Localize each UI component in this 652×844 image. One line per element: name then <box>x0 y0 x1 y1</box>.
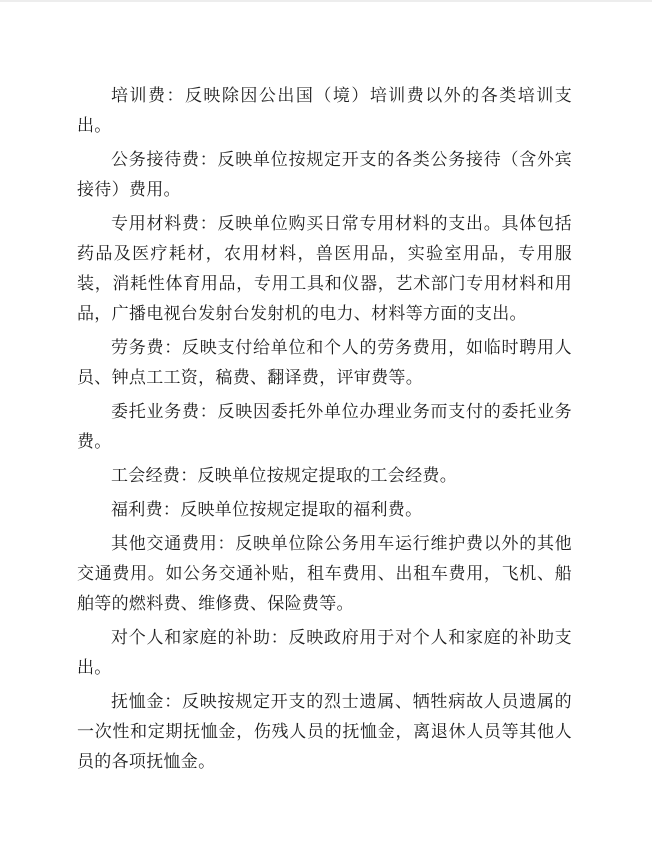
paragraph-entrusted-business-fee: 委托业务费：反映因委托外单位办理业务而支付的委托业务费。 <box>77 402 572 451</box>
paragraph-other-transport-fee: 其他交通费用：反映单位除公务用车运行维护费以外的其他交通费用。如公务交通补贴，租车费用、出租车费用，飞机、船舶等的燃料费、维修费、保险费等。 <box>77 534 572 613</box>
paragraph-union-funds: 工会经费：反映单位按规定提取的工会经费。 <box>111 466 457 485</box>
paragraph-special-materials-fee: 专用材料费：反映单位购买日常专用材料的支出。具体包括药品及医疗耗材，农用材料，兽医用品，实验室用品，专用服装，消耗性体育用品，专用工具和仪器，艺术部门专用材料和用品，广播电视台发射台发射机的电力、材料等方面的支出。 <box>77 214 572 323</box>
paragraph-labor-service-fee: 劳务费：反映支付给单位和个人的劳务费用，如临时聘用人员、钟点工工资，稿费、翻译费，评审费等。 <box>77 338 572 387</box>
paragraph-individual-family-subsidy: 对个人和家庭的补助：反映政府用于对个人和家庭的补助支出。 <box>77 628 572 677</box>
paragraph-pension-payment: 抚恤金：反映按规定开支的烈士遗属、牺牲病故人员遗属的一次性和定期抚恤金，伤残人员的抚恤金，离退休人员等其他人员的各项抚恤金。 <box>77 692 572 771</box>
paragraph-training-fee: 培训费：反映除因公出国（境）培训费以外的各类培训支出。 <box>77 86 572 135</box>
paragraph-official-reception-fee: 公务接待费：反映单位按规定开支的各类公务接待（含外宾接待）费用。 <box>77 150 572 199</box>
page-top-edge <box>0 0 652 2</box>
paragraph-welfare-fee: 福利费：反映单位按规定提取的福利费。 <box>111 500 423 519</box>
document-body <box>77 81 572 777</box>
